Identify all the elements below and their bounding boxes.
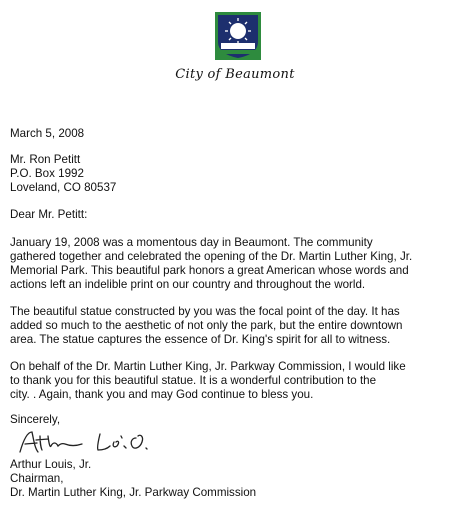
paragraph-line: to thank you for this beautiful statue. It is a wonderful contribution to the — [10, 374, 377, 387]
logo-banner — [221, 43, 255, 49]
recipient-name: Mr. Ron Petitt — [10, 153, 81, 166]
paragraph-2 — [10, 305, 465, 347]
paragraph-line: area. The statue captures the essence of Dr. King's spirit for all to witness. — [10, 333, 391, 346]
recipient-address-line1: P.O. Box 1992 — [10, 167, 84, 180]
signer-organization: Dr. Martin Luther King, Jr. Parkway Commission — [10, 486, 257, 499]
paragraph-line: gathered together and celebrated the opening of the Dr. Martin Luther King, Jr. — [10, 250, 413, 263]
signer-block — [10, 458, 465, 500]
paragraph-3 — [10, 360, 465, 402]
paragraph-line: actions left an indelible print on our country and throughout the world. — [10, 278, 366, 291]
letter-date: March 5, 2008 — [10, 127, 85, 140]
recipient-address-line2: Loveland, CO 80537 — [10, 181, 117, 194]
signer-name: Arthur Louis, Jr. — [10, 458, 92, 471]
logo-sun-icon — [230, 23, 246, 39]
paragraph-line: city. . Again, thank you and may God continue to bless you. — [10, 388, 314, 401]
paragraph-line: added so much to the aesthetic of not only the park, but the entire downtown — [10, 319, 403, 332]
city-name-text: City of Beaumont — [175, 67, 295, 82]
closing: Sincerely, — [10, 413, 61, 426]
paragraph-line: January 19, 2008 was a momentous day in Beaumont. The community — [10, 236, 373, 249]
logo-base — [221, 50, 255, 54]
city-name — [160, 67, 310, 82]
salutation: Dear Mr. Petitt: — [10, 208, 88, 221]
handwritten-signature — [18, 428, 158, 456]
paragraph-line: On behalf of the Dr. Martin Luther King, Jr. Parkway Commission, I would like — [10, 360, 406, 373]
paragraph-line: The beautiful statue constructed by you was the focal point of the day. It has — [10, 305, 400, 318]
recipient-address — [10, 153, 465, 195]
city-seal-logo — [213, 10, 263, 62]
signer-title: Chairman, — [10, 472, 64, 485]
paragraph-1 — [10, 236, 465, 292]
paragraph-line: Memorial Park. This beautiful park honors a great American whose words and — [10, 264, 409, 277]
